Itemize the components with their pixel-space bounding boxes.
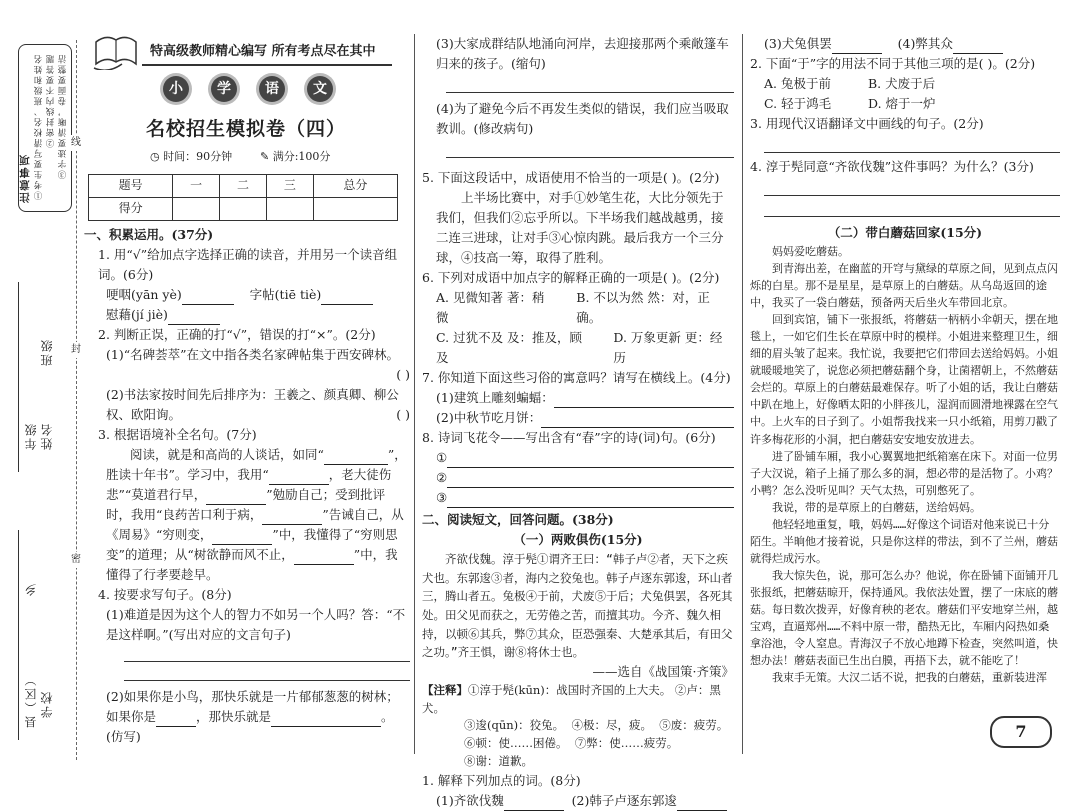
- subject-badges: [152, 76, 344, 102]
- note-2: ②卢：黑犬。: [422, 682, 721, 715]
- seal-mark-xian: 线: [71, 135, 81, 151]
- note-7: ⑦弊：使……疲劳。: [574, 736, 679, 751]
- score-info: [260, 148, 330, 166]
- score-table: [88, 174, 398, 221]
- score-cell[interactable]: [266, 198, 313, 221]
- p1-q3-answer-line[interactable]: [764, 138, 1060, 153]
- note-5: ⑤废：疲劳。: [659, 718, 729, 733]
- p1-q2-option-d[interactable]: D. 熔于一炉: [868, 96, 936, 111]
- q6: 6. 下列对成语中加点字的解释正确的一项是( )。(2分): [422, 270, 720, 285]
- table-header-cell: 二: [220, 175, 267, 198]
- q2-2: [84, 385, 410, 425]
- q1-item-2: 字帖(tiē tiè): [249, 287, 322, 302]
- column-divider-2: [742, 34, 743, 754]
- q3-blank-6[interactable]: [294, 564, 354, 565]
- q1-answers: [84, 285, 410, 305]
- passage-1-source: ——选自《战国策·齐策》: [592, 663, 734, 679]
- q5-text: 上半场比赛中，对手①妙笔生花，大比分领先于我们，但我们②忘乎所以。下半场我们越战越勇，接二连三进球，让对手③心惊肉跳。最后我方一个三分球，④技高一筹，取得了胜利。: [436, 190, 724, 265]
- q4: 4. 按要求写句子。(8分): [98, 587, 232, 602]
- score-cell[interactable]: [313, 198, 397, 221]
- q3-blank-3[interactable]: [206, 504, 266, 505]
- q4-2: [84, 687, 410, 747]
- q5: 5. 下面这段话中，成语使用不恰当的一项是( )。(2分): [422, 170, 720, 185]
- q4-1-answer-line[interactable]: [124, 647, 410, 662]
- q7-1-blank[interactable]: [554, 388, 734, 408]
- q4-4: (4)为了避免今后不再发生类似的错误，我们应当吸取教训。(修改病句): [436, 101, 729, 136]
- table-header-cell: 一: [173, 175, 220, 198]
- q7-1: [422, 388, 734, 408]
- book-logo-icon: [92, 34, 140, 70]
- notes-box: [18, 44, 72, 212]
- q4-2-text-c: 。(仿写): [106, 709, 394, 744]
- note-1: ①淳于髡(kūn)：战国时齐国的上大夫。: [468, 682, 672, 697]
- table-header-cell: 总分: [313, 175, 397, 198]
- notes-label: 【注释】: [422, 682, 468, 697]
- q3-body: [84, 445, 410, 585]
- seal-mark-feng: 封: [71, 342, 81, 358]
- passage-2: [750, 243, 1060, 686]
- q4-1: (1)难道是因为这个人的智力不如另一个人吗？答：“不是这样啊。”(写出对应的文言句子): [106, 607, 406, 642]
- q7-1-label: (1)建筑上雕刻蝙蝠：: [436, 390, 554, 405]
- p1-q2-options-1: [750, 74, 1060, 94]
- q7-2: [422, 408, 734, 428]
- q6-options-1: [422, 288, 734, 328]
- q1-blank-2[interactable]: [321, 304, 373, 305]
- row-label: 得分: [89, 198, 173, 221]
- q7-2-label: (2)中秋节吃月饼：: [436, 410, 542, 425]
- p1-q2-option-c[interactable]: C. 轻于鸿毛: [764, 96, 832, 111]
- passage-2-paragraph: 回到宾馆，铺下一张报纸，将蘑菇一柄柄小伞朝天，摆在地毯上，一如它们生长在草原中时的模样。小姐进来整理卫生，细细的眉头皱了起来。我忙说，我要把它们带回去送给妈妈。小姐就暖暖地笑了，说您必须把蘑菇翻个身，让菌褶朝上，不然蘑菇会烂的。草原上的白蘑菇最难保存。听了小姐的话，我让白蘑菇中趴在地上，好像晒太阳的小胖孩儿，湿润而圆滑地裸露在空气中。上火车的日子到了。小姐帮我找来一只小纸箱，用剪刀戳了许多梅花形的小洞，把白蘑菇安安地安放进去。: [750, 313, 1058, 446]
- subject-char-2: 学: [211, 76, 237, 102]
- subject-char-1: 小: [163, 76, 189, 102]
- note-4: ④极：尽，疲。: [571, 718, 652, 733]
- p1-q2-options-2: [750, 94, 1060, 114]
- slogan-rule: [142, 64, 392, 66]
- time-info: [150, 148, 232, 166]
- grade-label: 年级: [24, 422, 38, 450]
- table-header-cell: 三: [266, 175, 313, 198]
- passage-1-title: （一）两败俱伤(15分): [513, 532, 643, 547]
- binding-strip: [0, 0, 80, 793]
- q8-mark-1: ①: [436, 450, 448, 465]
- q4-4-answer-line[interactable]: [446, 143, 734, 158]
- q7-2-blank[interactable]: [541, 408, 734, 428]
- school-label: 学校: [40, 690, 54, 718]
- q3-text-1: 阅读，就是和高尚的人谈话，如同“: [130, 447, 324, 462]
- q2-2-paren[interactable]: ( ): [396, 407, 410, 422]
- q3-text-4: ”告诫自己，从《周易》“穷则变，: [106, 507, 404, 542]
- seal-mark-mi: 密: [71, 552, 81, 568]
- q6-options-2: [422, 328, 734, 368]
- passage-2-title: （二）带白蘑菇回家(15分): [827, 225, 983, 240]
- q7: 7. 你知道下面这些习俗的寓意吗？请写在横线上。(4分): [422, 370, 731, 385]
- p1-q1-items-2: [750, 34, 1060, 54]
- page-number-badge: [990, 716, 1052, 748]
- section-1: [84, 225, 410, 747]
- q4-3: (3)大家成群结队地涌向河岸，去迎接那两个乘敞篷车归来的孩子。(缩句): [436, 36, 729, 71]
- passage-1: 齐欲伐魏。淳于髡①谓齐王曰：“韩子卢②者，天下之疾犬也。东郭逡③者，海内之狡兔也。韩子卢逐东郭逡，环山者三，腾山者五。兔极④于前，犬废⑤于后；犬兔俱罢，各死其处。田父见而获之，无劳倦之苦，而擅其功。今齐、魏久相持，以顿⑥其兵，弊⑦其众，臣恐强秦、大楚承其后，有田父之功。”齐王惧，谢⑧将休士也。: [422, 552, 733, 660]
- q4-2-blank-2[interactable]: [271, 726, 381, 727]
- column-divider-1: [414, 34, 415, 754]
- note-3: ③逡(qūn)：狡兔。: [464, 718, 565, 733]
- column-1: [84, 34, 410, 747]
- passage-2-paragraph: 我束手无策。大汉二话不说，把我的白蘑菇，重新装进浑: [772, 671, 1047, 685]
- exam-title: 名校招生模拟卷（四）: [146, 118, 347, 140]
- p1-q1-items: [422, 791, 734, 811]
- p1-q1-item-c: (3)犬兔俱罢: [764, 36, 832, 51]
- subject-char-3: 语: [259, 76, 285, 102]
- q3-text-1b: ”，胜读十年书”。学习中，我用“: [106, 447, 407, 482]
- q2-1-paren[interactable]: ( ): [396, 367, 410, 382]
- page-number: 7: [1015, 722, 1027, 741]
- q3: 3. 根据语境补全名句。(7分): [98, 427, 257, 442]
- score-table-header: [89, 175, 398, 198]
- passage-2-paragraph: 我大惊失色，说，那可怎么办？他说，你在卧铺下面铺开几张报纸，把蘑菇晾开，保持通风。我依法处置，摆了一床底的蘑菇。每日数次拨弄，好像育秧的老农。蘑菇们平安地穿兰州，越宝鸡，直逼郑州……不料中原一带，酷热无比，车厢内闷热如桑拿浴池，令人窒息。青海汉子不放心地蹲下检查，突然叫道，快想办法！蘑菇表面已生出白膜，再捂下去，就不能吃了！: [750, 568, 1058, 668]
- p1-q1: 1. 解释下列加点的词。(8分): [422, 772, 581, 788]
- header: [84, 34, 410, 174]
- q1: 1. 用“√”给加点字选择正确的读音，并用另一个读音组词。(6分): [98, 247, 398, 282]
- class-label: 班级: [40, 338, 54, 366]
- table-header-cell: 题号: [89, 175, 173, 198]
- town-label: 乡: [24, 582, 38, 596]
- p1-q4-answer-line-2[interactable]: [764, 202, 1060, 217]
- p1-q4-answer-line-1[interactable]: [764, 181, 1060, 196]
- q8-line-1: [422, 448, 734, 468]
- passage-2-paragraph: 进了卧铺车厢，我小心翼翼地把纸箱塞在床下。对面一位男子大汉说，箱子上捅了那么多的洞，想必带的是活物了。小鸡？小鸭？怎么没听见叫？天气太热，可别憋死了。: [750, 449, 1058, 497]
- county-label: 县（区）: [24, 672, 38, 728]
- notes-item-2: ②密封线内不要答题: [46, 53, 56, 148]
- passage-2-paragraph: 我说，带的是草原上的白蘑菇，送给妈妈。: [772, 500, 981, 514]
- q8: 8. 诗词飞花令——写出含有“春”字的诗(词)句。(6分): [422, 430, 716, 445]
- slogan: 特高级教师精心编写 所有考点尽在其中: [150, 44, 376, 59]
- name-label: 姓名: [40, 422, 54, 450]
- subject-char-4: 文: [307, 76, 333, 102]
- notes-item-1: ①考生要写清校名、班级和姓名: [34, 53, 44, 200]
- p1-q3: 3. 用现代汉语翻译文中画线的句子。(2分): [750, 116, 984, 131]
- q3-blank-2[interactable]: [269, 484, 329, 485]
- q1-item-1: 哽咽(yān yè): [106, 287, 182, 302]
- q8-mark-2: ②: [436, 470, 448, 485]
- q2-1-text: (1)“名碑荟萃”在文中指各类名家碑帖集于西安碑林。: [106, 347, 399, 362]
- q4-1-answer-line-2[interactable]: [124, 666, 410, 681]
- q4-2-text: (2)如果你是小鸟，那快乐就是一片郁郁葱葱的树林；如果你是: [106, 689, 399, 724]
- q3-text-6: ”中，我懂得了行孝要趁早。: [106, 547, 398, 582]
- section-2-title: 二、阅读短文，回答问题。(38分): [422, 512, 614, 527]
- note-8: ⑧谢：道歉。: [464, 754, 533, 768]
- q3-blank-1[interactable]: [324, 464, 388, 465]
- p1-q2: 2. 下面“于”字的用法不同于其他三项的是( )。(2分): [750, 56, 1036, 71]
- p1-q4: 4. 淳于髡同意“齐欲伐魏”这件事吗？为什么？(3分): [750, 159, 1034, 174]
- p1-q1-item-b: (2)韩子卢逐东郭逡: [571, 792, 677, 808]
- time-text: 时间：90分钟: [163, 150, 233, 163]
- p1-q2-option-a[interactable]: A. 兔极于前: [764, 76, 831, 91]
- passage-2-paragraph: 到青海出差，在幽蓝的开穹与黛绿的草原之间，见到点点闪烁的白星。那不是星星，是草原上的白蘑菇。从乌岛返回的途中，我买了一袋白蘑菇，预备两天后坐火车带回北京。: [750, 262, 1058, 310]
- section-1-title: 一、积累运用。(37分): [84, 227, 214, 242]
- q8-mark-3: ③: [436, 490, 448, 505]
- q4-2-blank-1[interactable]: [156, 726, 196, 727]
- q1-answers-2: [84, 305, 410, 325]
- q8-blank-2[interactable]: [447, 468, 734, 488]
- q3-text-2: ，老大徒伤悲”“莫道君行早，: [106, 467, 392, 502]
- q8-blank-3[interactable]: [447, 488, 734, 508]
- p1-q1-item-d: (4)弊其众: [897, 36, 953, 51]
- passage-2-paragraph: 他轻轻地重复，哦，妈妈……好像这个词语对他来说已十分陌生。半晌他才接着说，只是你这样的带法，到不了兰州，蘑菇就得烂成污水。: [750, 517, 1058, 565]
- q8-line-3: [422, 488, 734, 508]
- p1-q2-option-b[interactable]: B. 犬废于后: [868, 76, 936, 91]
- score-cell[interactable]: [220, 198, 267, 221]
- q6-option-d[interactable]: D. 万象更新 更：经历: [613, 330, 723, 365]
- q3-blank-5[interactable]: [212, 544, 272, 545]
- notes-title: 注意事项: [19, 153, 31, 203]
- score-cell[interactable]: [173, 198, 220, 221]
- p1-q1-item-a: (1)齐欲伐魏: [436, 792, 504, 808]
- q2: 2. 判断正误，正确的打“√”，错误的打“×”。(2分): [98, 327, 376, 342]
- q3-text-3: ”勉励自己；受到批评时，我用“良药苦口利于病，: [106, 487, 386, 522]
- q2-2-text: (2)书法家按时间先后排序为：王羲之、颜真卿、柳公权、欧阳询。: [106, 387, 399, 422]
- q6-option-b[interactable]: B. 不以为然 然：对，正确。: [576, 290, 710, 325]
- passage-1-notes: [422, 682, 734, 771]
- q1-item-3: 慰藉(jí jiè): [106, 307, 168, 322]
- q4-2-text-b: ，那快乐就是: [196, 709, 272, 724]
- clock-icon: ◷: [150, 150, 160, 163]
- score-text: 满分:100分: [272, 150, 331, 163]
- column-3: [750, 34, 1060, 686]
- q6-option-c[interactable]: C. 过犹不及 及：推及，顾及: [436, 330, 583, 365]
- q2-1: [84, 345, 410, 385]
- column-2: [422, 34, 734, 811]
- pen-icon: ✎: [260, 150, 270, 163]
- q8-blank-1[interactable]: [447, 448, 734, 468]
- passage-2-paragraph: 妈妈爱吃蘑菇。: [772, 245, 849, 258]
- q8-line-2: [422, 468, 734, 488]
- q4-3-answer-line[interactable]: [446, 78, 734, 93]
- note-6: ⑥顿：使……困倦。: [464, 736, 568, 751]
- score-table-row: [89, 198, 398, 221]
- q3-text-5: ”中，我懂得了“穷则思变”的道理；从“树欲静而风不止，: [106, 527, 398, 562]
- q6-option-a[interactable]: A. 见微知著 著：稍微: [436, 290, 545, 325]
- q3-blank-4[interactable]: [262, 524, 322, 525]
- notes-item-3: ③字迹要清晰，卷面要整洁: [58, 53, 68, 179]
